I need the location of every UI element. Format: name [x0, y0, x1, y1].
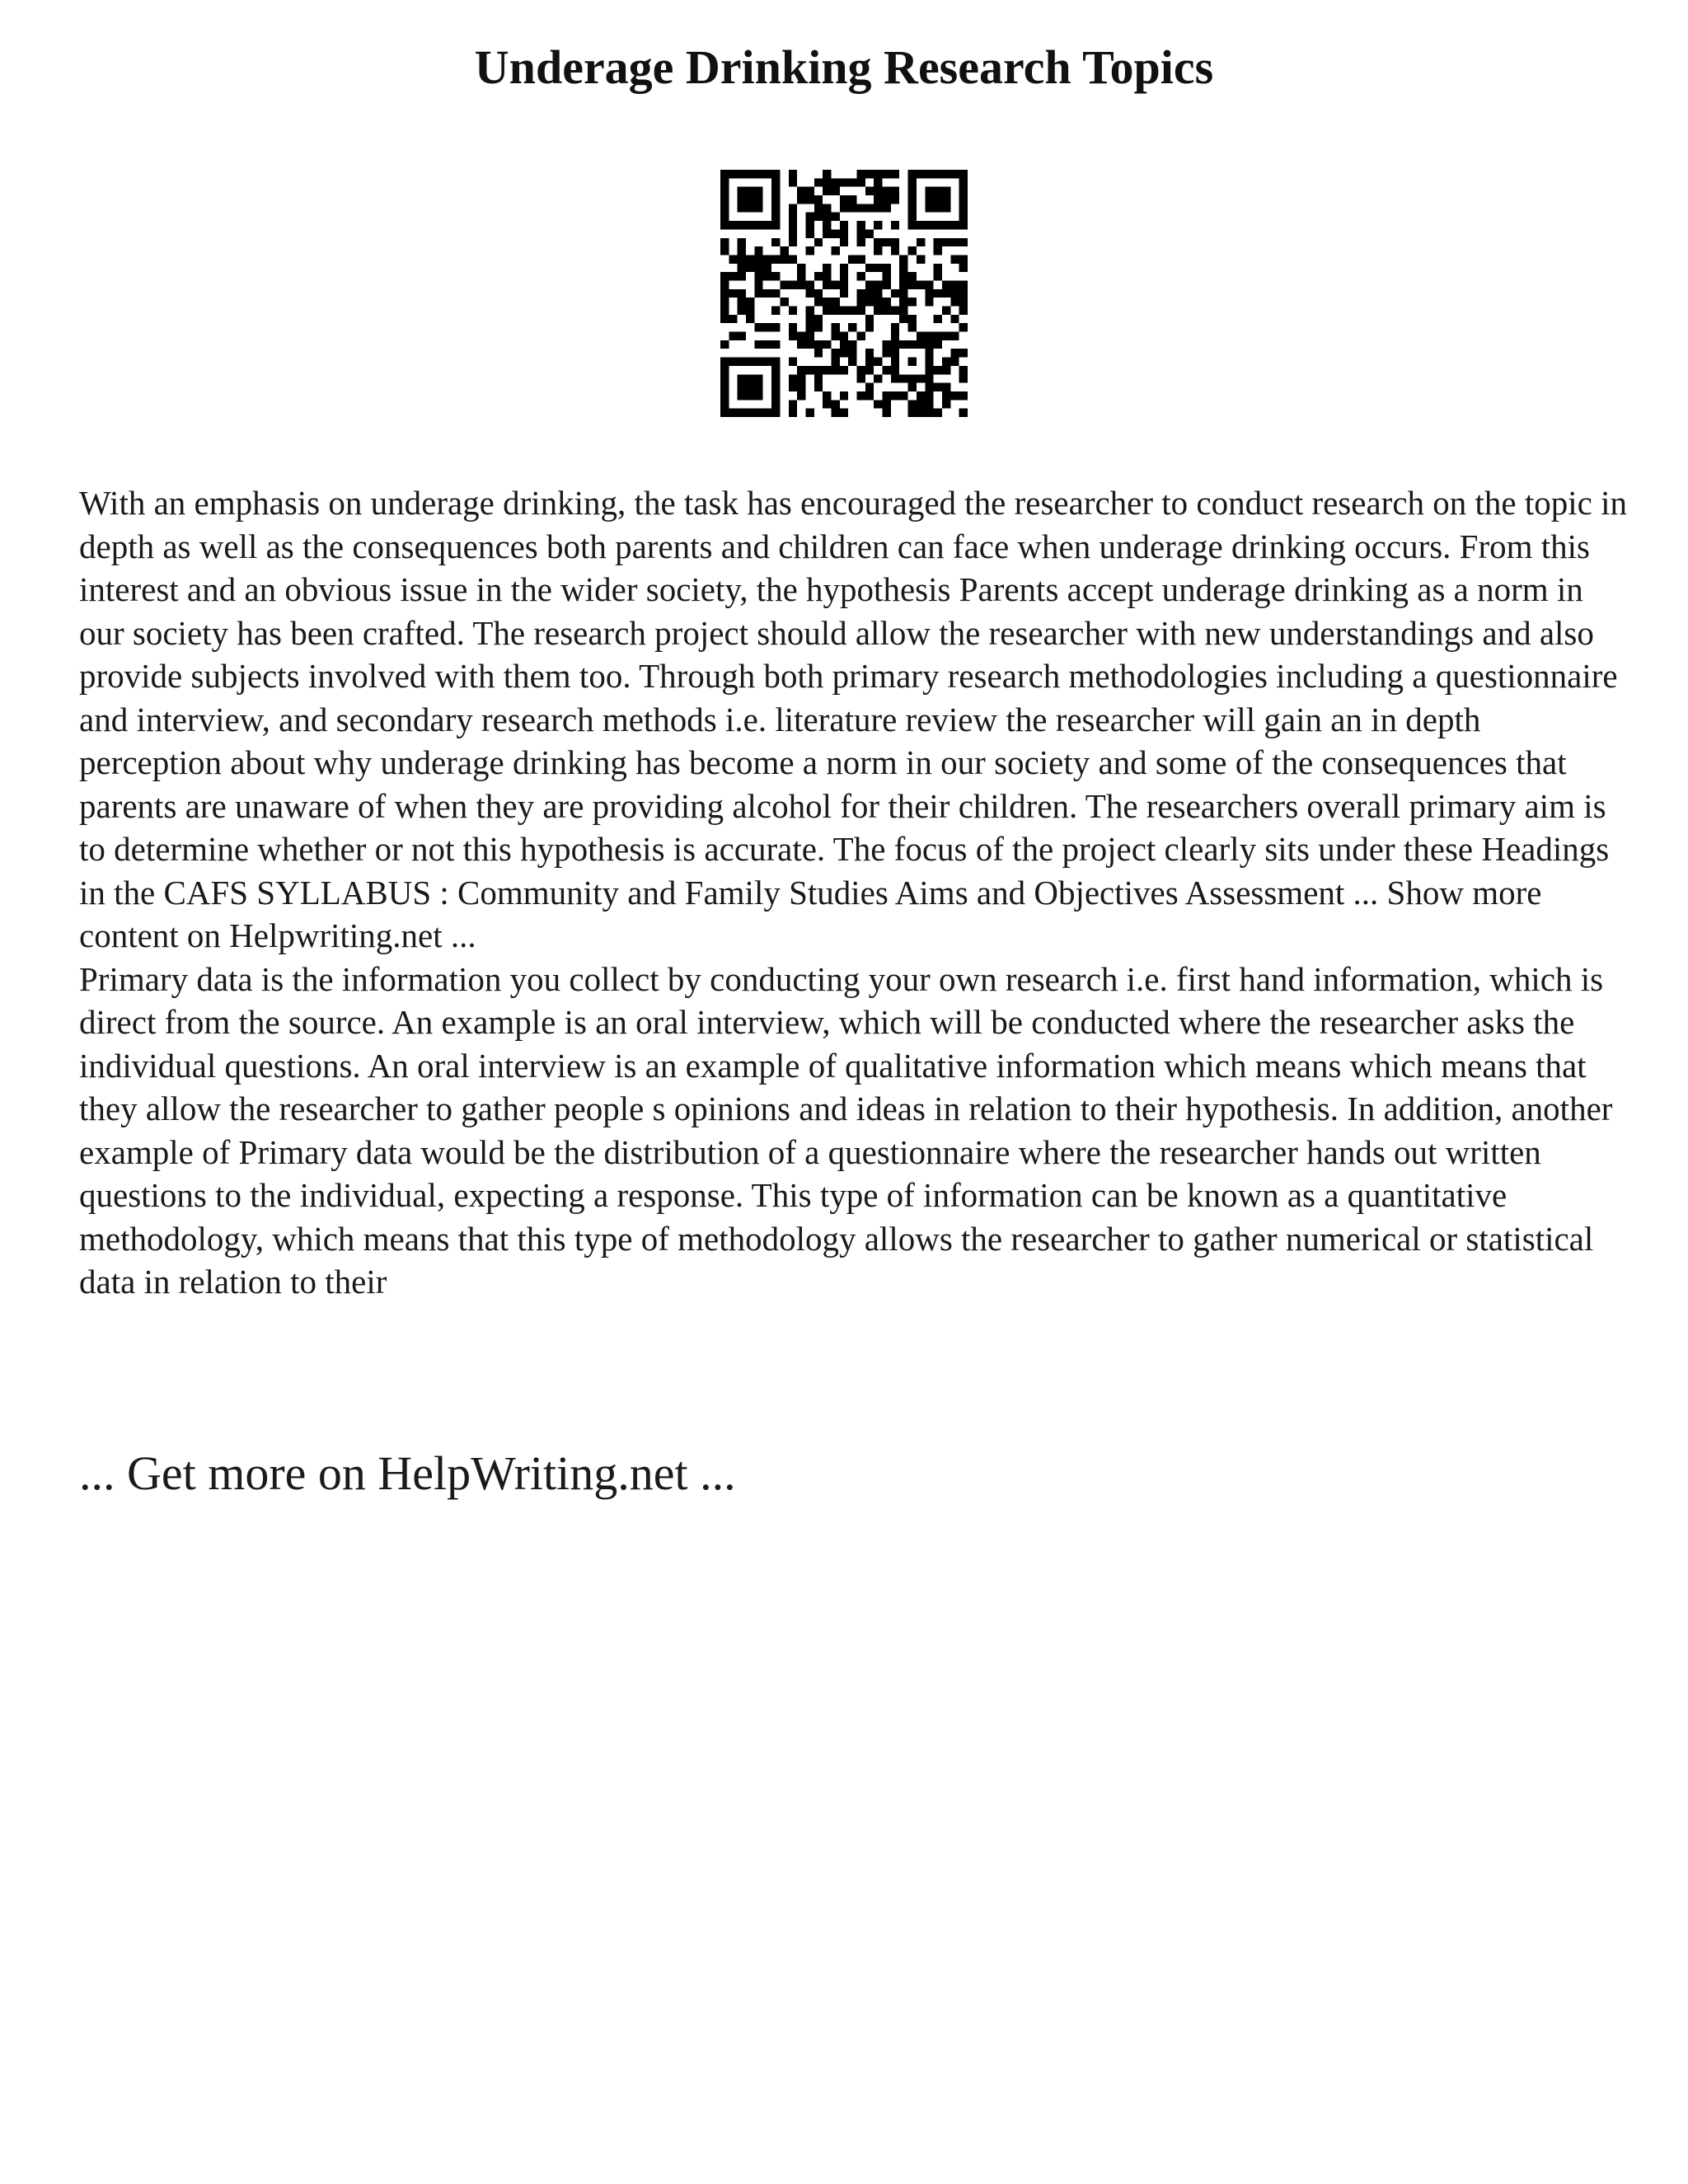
- get-more-link[interactable]: ... Get more on HelpWriting.net ...: [79, 1446, 736, 1500]
- paragraph-2: Primary data is the information you collect by conducting your own research i.e. first hand information, which is direct from the source. An example is an oral interview, which will be conducted where the researcher asks the individual questions. An oral interview is an example of qualitative information which means which means that they allow the researcher to gather people s opinions and ideas in relation to their hypothesis. In addition, another example of Primary data would be the distribution of a questionnaire where the researcher hands out written questions to the individual, expecting a response. This type of information can be known as a quantitative methodology, which means that this type of methodology allows the researcher to gather numerical or statistical data in relation to their: [79, 959, 1613, 1301]
- qr-code-icon: [720, 170, 968, 417]
- paragraph-1: With an emphasis on underage drinking, the task has encouraged the researcher to conduct research on the topic in depth as well as the consequences both parents and children can face when underage drinking occurs. From this interest and an obvious issue in the wider society, the hypothesis Parents accept underage drinking as a norm in our society has been crafted. The research project should allow the researcher with new understandings and also provide subjects involved with them too. Through both primary research methodologies including a questionnaire and interview, and secondary research methods i.e. literature review the researcher will gain an in depth perception about why underage drinking has become a norm in our society and some of the consequences that parents are unaware of when they are providing alcohol for their children. The researchers overall primary aim is to determine whether or not this hypothesis is accurate. The focus of the project clearly sits under these Headings in the CAFS SYLLABUS : Community and Family Studies Aims and Objectives Assessment ... Show more content on Helpwriting.net ...: [79, 484, 1627, 954]
- page-title: Underage Drinking Research Topics: [474, 40, 1214, 94]
- article-body: [79, 481, 1629, 1304]
